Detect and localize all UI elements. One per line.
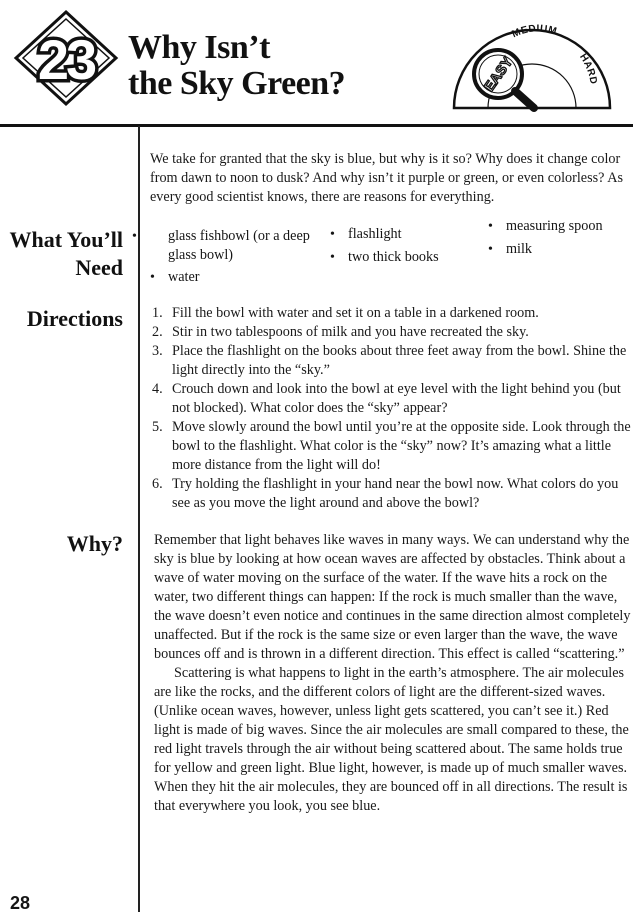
- page-number: 28: [10, 893, 31, 913]
- list-item: 6. Try holding the flashlight in your hand near the bowl now. What colors do you see as you move the light around and above the bowl?: [152, 475, 632, 513]
- directions-list: [152, 304, 632, 513]
- difficulty-medium-label: MEDIUM: [510, 23, 559, 41]
- step-text: Stir in two tablespoons of milk and you have recreated the sky.: [172, 324, 529, 340]
- difficulty-easy-label: EASY: [480, 53, 516, 95]
- title-line-2: the Sky Green?: [128, 65, 346, 102]
- step-text: Place the flashlight on the books about three feet away from the bowl. Shine the light directly into the “sky.”: [172, 343, 627, 378]
- margin-rule: [138, 126, 140, 912]
- activity-number-badge: [10, 6, 122, 110]
- directions-heading: Directions: [26, 306, 123, 331]
- list-item: 4. Crouch down and look into the bowl at eye level with the light behind you (but not blocked). What color does the “sky” appear?: [152, 380, 632, 418]
- list-item: 1. Fill the bowl with water and set it on a table in a darkened room.: [152, 304, 632, 323]
- list-item: 3. Place the flashlight on the books about three feet away from the bowl. Shine the light directly into the “sky.”: [152, 342, 632, 380]
- list-item: • measuring spoon: [488, 217, 603, 236]
- header-rule: [0, 124, 633, 127]
- step-text: Crouch down and look into the bowl at eye level with the light behind you (but not blocked). What color does the “sky” appear?: [172, 381, 621, 416]
- difficulty-meter: [448, 22, 616, 114]
- step-text: Move slowly around the bowl until you’re at the opposite side. Look through the bowl to the flashlight. What color is the “sky” now? It’s amazing what a little more distance from the light will do!: [172, 419, 631, 473]
- list-item: • milk: [488, 240, 532, 259]
- page-title: [128, 30, 345, 102]
- step-text: Try holding the flashlight in your hand near the bowl now. What colors do you see as you move the light around and above the bowl?: [172, 476, 619, 511]
- intro-paragraph: We take for granted that the sky is blue, but why is it so? Why does it change color from dawn to noon to dusk? And why isn’t it purple or green, or even colorless? As every good scientist knows, there are reasons for everything.: [150, 151, 623, 205]
- list-item: 5. Move slowly around the bowl until you’re at the opposite side. Look through the bowl to the flashlight. What color is the “sky” now? It’s amazing what a little more distance from the light will do!: [152, 419, 631, 473]
- needs-heading: What You’ll Need: [9, 227, 123, 280]
- why-paragraph-2: Scattering is what happens to light in the earth’s atmosphere. The air molecules are like the rocks, and the different colors of light are the different-sized waves. (Unlike ocean waves, however, unless light gets scattered, you can’t see it.) Red light is made of big waves. Since the air molecules are small compared to these, the red light travels through the air without being scattered about. The same holds true for yellow and green light. Blue light, however, is made up of much smaller waves. When they hit the air molecules, they are bounced off in all directions. The result is that everywhere you look, you see blue.: [154, 665, 629, 814]
- difficulty-hard-label: HARD: [577, 51, 599, 86]
- title-line-1: Why Isn’t: [128, 29, 270, 66]
- list-item: • water: [150, 268, 200, 287]
- list-item: • two thick books: [330, 248, 439, 267]
- list-item: 2. Stir in two tablespoons of milk and you have recreated the sky.: [152, 323, 632, 342]
- list-item: • flashlight: [330, 225, 402, 244]
- list-item: • glass fishbowl (or a deep glass bowl): [150, 227, 318, 265]
- why-section: [154, 531, 633, 816]
- why-heading: Why?: [66, 531, 123, 556]
- activity-number: 23: [37, 28, 95, 91]
- step-text: Fill the bowl with water and set it on a table in a darkened room.: [172, 305, 539, 321]
- why-paragraph-1: Remember that light behaves like waves in many ways. We can understand why the sky is blue by looking at how ocean waves are affected by obstacles. Think about a wave of water moving on the surface of the water. If the wave hits a rock on the water, two different things can happen: If the rock is much smaller than the wave, the wave doesn’t even notice and continues in the same direction almost completely unaffected. But if the rock is the same size or even larger than the wave, the wave bounces off and is thrown in a different direction. This effect is called “scattering.”: [154, 532, 631, 662]
